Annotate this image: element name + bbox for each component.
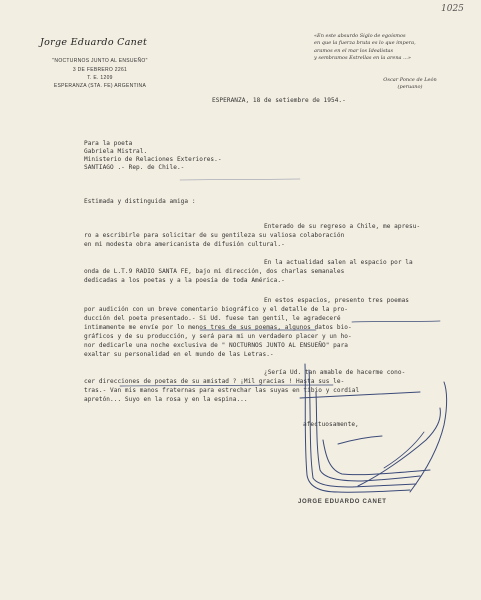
underline-stroke (352, 321, 440, 322)
closing: afectuosamente, (303, 421, 359, 428)
epigraph-line: «En este absurdo Siglo de egoísmos (314, 33, 406, 39)
letterhead-program: "NOCTURNOS JUNTO AL ENSUEÑO" (52, 58, 148, 64)
address-line: Para la poeta (84, 140, 133, 147)
signature-name: JORGE EDUARDO CANET (298, 499, 387, 505)
letterhead-city: ESPERANZA (STA. FE) ARGENTINA (53, 83, 147, 89)
body-line: En estos espacios, presento tres poemas (264, 297, 410, 304)
underline-stroke (120, 385, 333, 386)
letterhead-street: 3 DE FEBRERO 2261 (72, 67, 128, 73)
epigraph-line: en que la fuerza bruta es lo que impera, (314, 40, 416, 47)
body-line: ducción del poeta presentado.- Si Ud. fuese tan gentil, le agradeceré (84, 315, 341, 322)
handwritten-signature (300, 364, 447, 492)
body-line: intimamente me envíe por lo menos tres de sus poemas, algunos datos bio- (84, 324, 352, 331)
body-line: gráficos y de su producción, y será para mi un verdadero placer y un ho- (84, 333, 352, 340)
address-line: Gabriela Mistral. (84, 148, 148, 155)
body-line: nor dedicarle una noche exclusiva de " NOCTURNOS JUNTO AL ENSUEÑO" para (84, 342, 349, 349)
epigraph-line: aramos en el mar los Idealistas (314, 47, 394, 54)
address-line: SANTIAGO .- Rep. de Chile.- (84, 164, 185, 171)
body-line: exaltar su personalidad en el mundo de las Letras.- (84, 351, 274, 358)
epigraph-line: y sembramos Estrellas en la arena ...» (314, 54, 411, 61)
body-line: tras.- Van mis manos fraternas para estrechar las suyas en tibio y cordial (84, 387, 360, 394)
date-line: ESPERANZA, 18 de setiembre de 1954.- (212, 97, 346, 104)
salutation: Estimada y distinguida amiga : (84, 198, 196, 205)
body-line: ro a escribirle para solicitar de su gentileza su valiosa colaboración (84, 232, 345, 239)
body-line: por audición con un breve comentario biográfico y el detalle de la pro- (84, 306, 349, 313)
body-line: Enterado de su regreso a Chile, me apresu- (264, 223, 421, 230)
letterhead-name: Jorge Eduardo Canet (40, 37, 148, 48)
body-line: en mi modesta obra americanista de difusión cultural.- (84, 241, 285, 248)
address-line: Ministerio de Relaciones Exteriores.- (84, 156, 222, 163)
body-line: dedicadas a los poetas y a la poesía de toda América.- (84, 277, 285, 284)
letterhead-phone: T. E. 1209 (87, 75, 113, 81)
body-line: ¿Sería Ud. tan amable de hacerme cono- (264, 369, 406, 376)
body-line: apretón... Suyo en la rosa y en la espina... (84, 396, 248, 403)
body-line: onda de L.T.9 RADIO SANTA FE, bajo mi dirección, dos charlas semanales (84, 268, 345, 275)
underline-stroke (180, 179, 300, 180)
epigraph-source: (peruano) (397, 84, 423, 90)
epigraph-author: Oscar Ponce de León (383, 77, 437, 83)
archive-number: 1025 (441, 4, 464, 14)
body-line: cer direcciones de poetas de su amistad ? ¡Mil gracias ! Hasta sus le- (84, 378, 345, 385)
body-line: En la actualidad salen al espacio por la (264, 259, 413, 266)
